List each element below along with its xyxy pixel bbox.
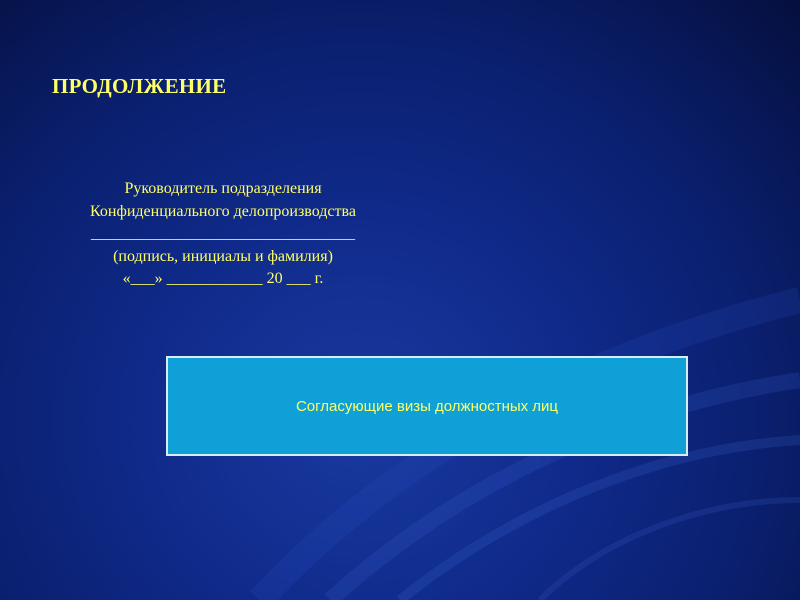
signature-role-line-1: Руководитель подразделения (124, 180, 322, 197)
slide-title: ПРОДОЛЖЕНИЕ (52, 74, 227, 98)
signature-block (30, 178, 416, 291)
signature-caption: (подпись, инициалы и фамилия) (113, 247, 333, 265)
signature-blank-line: _________________________________ (91, 225, 355, 242)
approval-visas-box (166, 356, 688, 456)
approval-visas-label: Согласующие визы должностных лиц (295, 397, 559, 415)
signature-role-line-2: Конфиденциального делопроизводства (90, 202, 356, 220)
signature-date-line: «___» ____________ 20 ___ г. (122, 270, 324, 287)
